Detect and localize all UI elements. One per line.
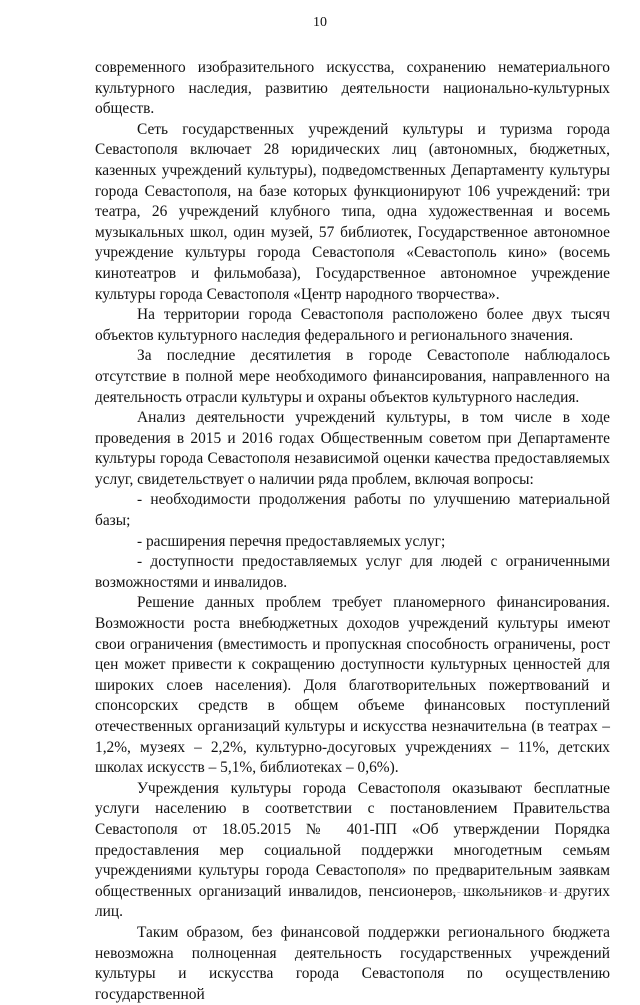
- list-item-accessibility: - доступности предоставляемых услуг для людей с ограниченными возможностями и инвалидов.: [95, 553, 610, 591]
- list-item-services-expansion: - расширения перечня предоставляемых услуг;: [137, 532, 446, 550]
- paragraph-institutions-network: Сеть государственных учреждений культуры и туризма города Севастополя включает 28 юридических лиц (автономных, бюджетных, казенных учреждений культуры), подведомственных Департаменту культуры города Севастополя, на базе которых функционируют 106 учреждений: три театра, 26 учреждений клубного типа, одна художественная и восемь музыкальных школ, один музей, 57 библиотек, Государственное автономное учреждение культуры города Севастополя «Севастополь кино» (восемь кинотеатров и фильмобаза), Государственное автономное учреждение культуры города Севастополя «Центр народного творчества».: [95, 120, 610, 303]
- paragraph-intro-continuation: современного изобразительного искусства, сохранению нематериального культурного наследия, развитию деятельности национально-культурных обществ.: [95, 59, 610, 118]
- document-body: [95, 58, 610, 1005]
- paragraph-conclusion: Таким образом, без финансовой поддержки регионального бюджета невозможна полноценная деятельность государственных учреждений культуры и искусства города Севастополя по осуществлению государственной: [95, 923, 610, 1003]
- paragraph-analysis: Анализ деятельности учреждений культуры, в том числе в ходе проведения в 2015 и 2016 годах Общественным советом при Департаменте культуры города Севастополя независимой оценки качества предоставляемых услуг, свидетельствует о наличии ряда проблем, включая вопросы:: [95, 409, 610, 488]
- paragraph-free-services: Учреждения культуры города Севастополя оказывают бесплатные услуги населению в соответствии с постановлением Правительства Севастополя от 18.05.2015 № 401-ПП «Об утверждении Порядка предоставления мер социальной поддержки многодетным семьям учреждениями культуры города Севастополя» по предварительным заявкам общественных организаций инвалидов, пенсионеров, школьников и других лиц.: [95, 779, 610, 921]
- paragraph-financing-solution: Решение данных проблем требует планомерного финансирования. Возможности роста внебюджетных доходов учреждений культуры имеют свои ограничения (вместимость и пропускная способность ограничены, рост цен может привести к сокращению доступности культурных ценностей для широких слоев населения). Доля благотворительных пожертвований и спонсорских средств в общем объеме финансовых поступлений отечественных организаций культуры и искусства незначительна (в театрах – 1,2%, музеях – 2,2%, культурно-досуговых учреждениях – 11%, детских школах искусств – 5,1%, библиотеках – 0,6%).: [95, 594, 610, 777]
- list-item-material-base: - необходимости продолжения работы по улучшению материальной базы;: [95, 491, 610, 530]
- paragraph-heritage-objects: На территории города Севастополя расположено более двух тысяч объектов культурного наследия федерального и регионального значения.: [95, 306, 610, 344]
- page-number: 10: [313, 15, 327, 30]
- footer-divider: [432, 892, 597, 894]
- paragraph-funding-lack: За последние десятилетия в городе Севастополе наблюдалось отсутствие в полной мере необходимого финансирования, направленного на деятельность отрасли культуры и охраны объектов культурного наследия.: [95, 347, 610, 406]
